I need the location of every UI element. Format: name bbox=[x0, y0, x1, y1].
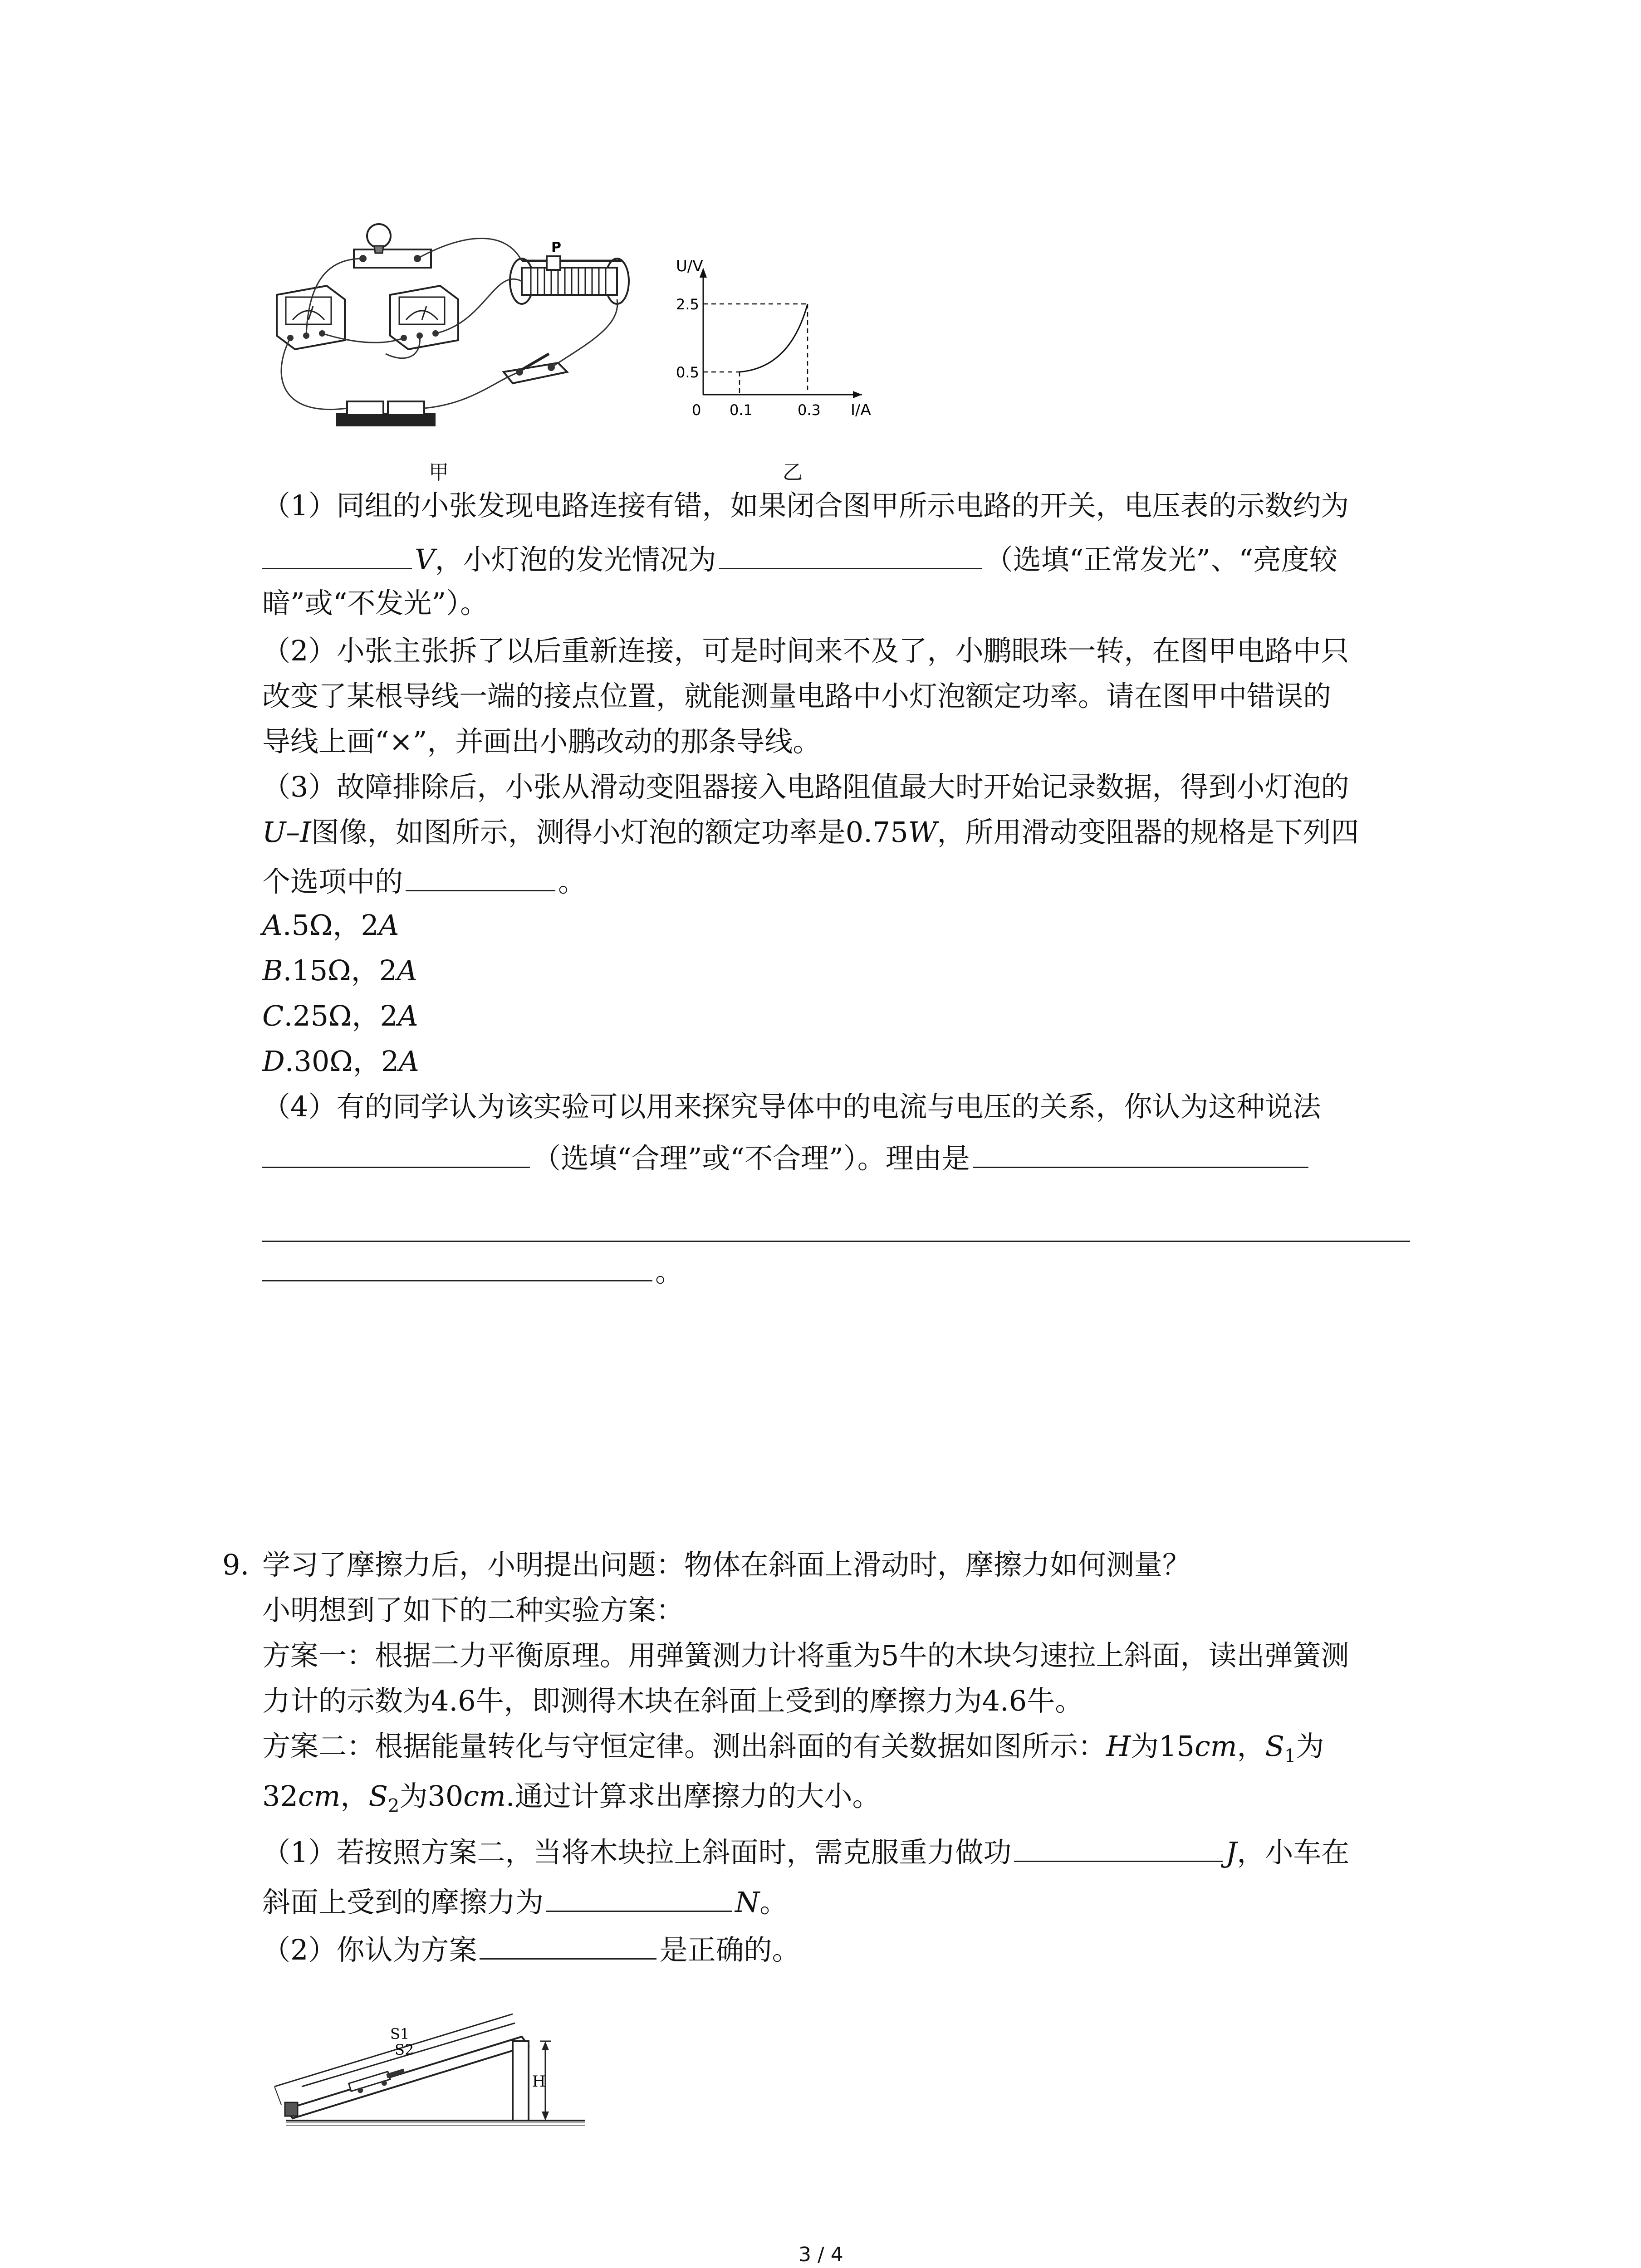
q8-part1-line1: （1）同组的小张发现电路连接有错，如果闭合图甲所示电路的开关，电压表的示数约为 bbox=[262, 489, 1349, 522]
option-a: A.5Ω，2A bbox=[262, 909, 399, 942]
q9-line1: 学习了摩擦力后，小明提出问题：物体在斜面上滑动时，摩擦力如何测量？ bbox=[262, 1548, 1191, 1581]
q8-reason-blank-2[interactable] bbox=[262, 1241, 1410, 1242]
q9-plan-blank[interactable] bbox=[480, 1930, 656, 1960]
q9-line2: 小明想到了如下的二种实验方案： bbox=[262, 1593, 685, 1627]
page-number: 3 / 4 bbox=[798, 2243, 843, 2266]
q9-number: 9. bbox=[222, 1548, 250, 1581]
q9-friction-blank[interactable] bbox=[546, 1882, 732, 1912]
q8-part4-line4: 。 bbox=[262, 1252, 683, 1290]
figure-label-jia: 甲 bbox=[429, 461, 449, 484]
q8-part2-line1: （2）小张主张拆了以后重新连接，可是时间来不及了，小鹏眼珠一转，在图甲电路中只 bbox=[262, 634, 1349, 667]
q8-reason-blank-3[interactable] bbox=[262, 1252, 652, 1281]
q8-part4-line2: （选填“合理”或“不合理”）。理由是 bbox=[262, 1139, 1311, 1177]
y-tick-2-5: 2.5 bbox=[676, 296, 699, 313]
q8-rheostat-blank[interactable] bbox=[406, 862, 555, 891]
q8-part1-line2: V，小灯泡的发光情况为 （选填“正常发光”、“亮度较 bbox=[262, 540, 1337, 578]
q9-part1-line1: （1）若按照方案二，当将木块拉上斜面时，需克服重力做功 J，小车在 bbox=[262, 1833, 1349, 1871]
option-c: C.25Ω，2A bbox=[262, 999, 418, 1032]
circuit-diagram bbox=[268, 209, 658, 445]
slider-label: P bbox=[551, 240, 561, 255]
q8-voltage-blank[interactable] bbox=[262, 540, 412, 569]
q8-part3-line1: （3）故障排除后，小张从滑动变阻器接入电路阻值最大时开始记录数据，得到小灯泡的 bbox=[262, 770, 1349, 803]
q9-line6: 32cm，$S_2$为30cm.通过计算求出摩擦力的大小。 bbox=[262, 1779, 881, 1817]
x-axis-label: I/A bbox=[851, 401, 871, 419]
s2-label: S2 bbox=[395, 2041, 414, 2058]
q8-part2-line3: 导线上画“×”，并画出小鹏改动的那条导线。 bbox=[262, 725, 821, 758]
option-b: B.15Ω，2A bbox=[262, 954, 417, 987]
q8-part1-line3: 暗”或“不发光”）。 bbox=[262, 587, 489, 620]
q8-reasonable-blank[interactable] bbox=[262, 1139, 530, 1168]
figure-label-yi: 乙 bbox=[783, 461, 803, 484]
q8-part4-line1: （4）有的同学认为该实验可以用来探究导体中的电流与电压的关系，你认为这种说法 bbox=[262, 1090, 1321, 1123]
incline-diagram bbox=[268, 1973, 594, 2164]
q8-part2-line2: 改变了某根导线一端的接点位置，就能测量电路中小灯泡额定功率。请在图甲中错误的 bbox=[262, 679, 1332, 713]
u-i-graph bbox=[671, 259, 889, 431]
q9-work-blank[interactable] bbox=[1014, 1833, 1223, 1862]
q9-part2-line1: （2）你认为方案 是正确的。 bbox=[262, 1930, 800, 1968]
x-tick-0-3: 0.3 bbox=[798, 401, 821, 419]
q8-part3-line3: 个选项中的 。 bbox=[262, 862, 586, 900]
q8-lamp-state-blank[interactable] bbox=[719, 540, 982, 569]
q9-line5: 方案二：根据能量转化与守恒定律。测出斜面的有关数据如图所示：H为15cm，$S_1$为 bbox=[262, 1730, 1324, 1767]
s1-label: S1 bbox=[390, 2025, 410, 2043]
y-tick-0-5: 0.5 bbox=[676, 364, 699, 381]
q9-part1-line2: 斜面上受到的摩擦力为 N。 bbox=[262, 1882, 788, 1921]
origin-label: 0 bbox=[692, 401, 701, 419]
option-d: D.30Ω，2A bbox=[262, 1045, 419, 1078]
x-tick-0-1: 0.1 bbox=[730, 401, 753, 419]
h-label: H bbox=[532, 2072, 546, 2091]
y-axis-label: U/V bbox=[676, 259, 703, 275]
q9-line4: 力计的示数为4.6牛，即测得木块在斜面上受到的摩擦力为4.6牛。 bbox=[262, 1684, 1083, 1717]
q8-part3-line2: U–I图像，如图所示，测得小灯泡的额定功率是0.75W，所用滑动变阻器的规格是下列四 bbox=[262, 816, 1359, 849]
q9-line3: 方案一：根据二力平衡原理。用弹簧测力计将重为5牛的木块匀速拉上斜面，读出弹簧测 bbox=[262, 1639, 1349, 1672]
q8-reason-blank-1[interactable] bbox=[973, 1139, 1308, 1168]
